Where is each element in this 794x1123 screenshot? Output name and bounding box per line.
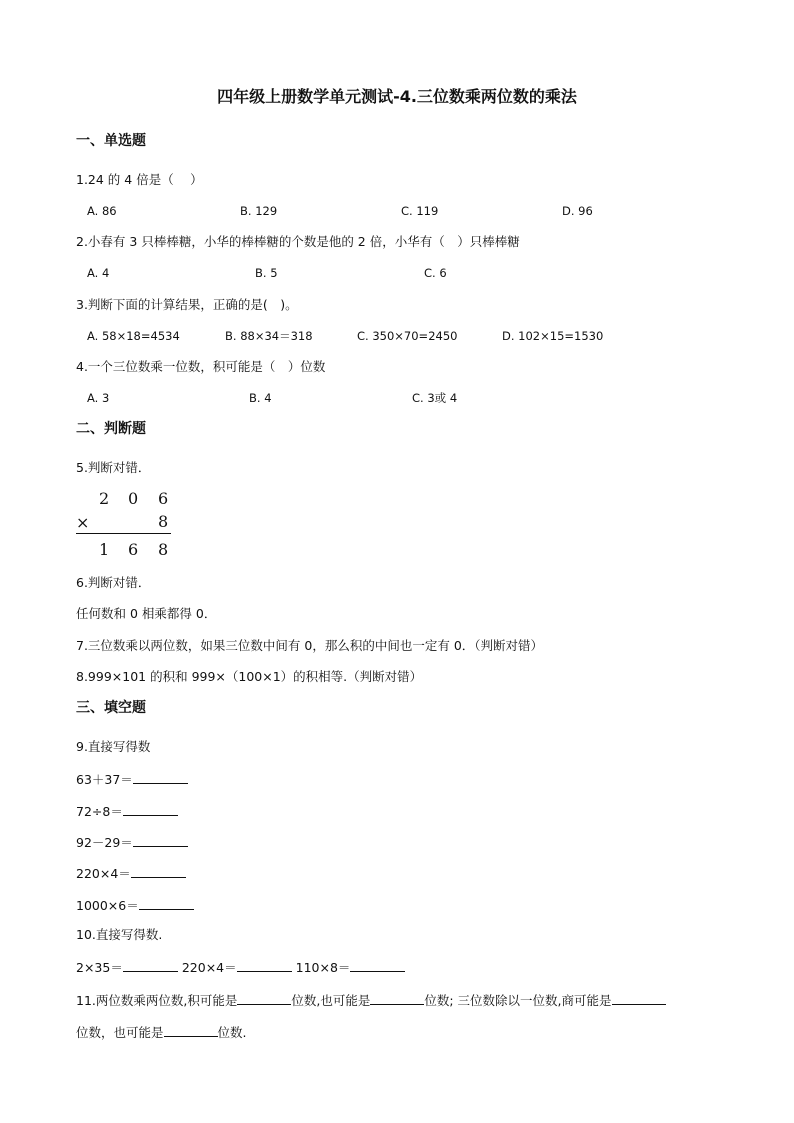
multiplicand-digit: 0 bbox=[128, 489, 139, 508]
q1-option-b[interactable]: B. 129 bbox=[240, 204, 278, 218]
multiplier-digit: 8 bbox=[158, 512, 169, 531]
product-digit: 1 bbox=[99, 540, 110, 559]
q1-option-d[interactable]: D. 96 bbox=[562, 204, 593, 218]
q1-option-a[interactable]: A. 86 bbox=[87, 204, 117, 218]
question-6: 6.判断对错． bbox=[76, 575, 151, 590]
q4-option-b[interactable]: B. 4 bbox=[249, 391, 272, 405]
answer-blank[interactable] bbox=[237, 993, 291, 1005]
q3-option-d[interactable]: D. 102×15=1530 bbox=[502, 329, 604, 343]
question-6-statement: 任何数和 0 相乘都得 0． bbox=[76, 606, 217, 621]
answer-blank[interactable] bbox=[370, 993, 424, 1005]
question-2: 2.小春有 3 只棒棒糖，小华的棒棒糖的个数是他的 2 倍，小华有（ ）只棒棒糖 bbox=[76, 234, 520, 249]
q9-item bbox=[76, 772, 188, 787]
q9-expression: 1000×6＝ bbox=[76, 898, 139, 913]
q9-item bbox=[76, 835, 188, 850]
question-3: 3.判断下面的计算结果，正确的是( )。 bbox=[76, 297, 298, 312]
multiplicand-digit: 6 bbox=[158, 489, 169, 508]
answer-blank[interactable] bbox=[133, 772, 188, 784]
q4-option-c[interactable]: C. 3或 4 bbox=[412, 391, 458, 405]
q2-option-c[interactable]: C. 6 bbox=[424, 266, 447, 280]
vertical-multiplication-line bbox=[76, 533, 171, 534]
answer-blank[interactable] bbox=[237, 960, 292, 972]
answer-blank[interactable] bbox=[350, 960, 405, 972]
q10-items bbox=[76, 960, 405, 975]
section-heading-true-false: 二、判断题 bbox=[76, 421, 146, 437]
q2-option-a[interactable]: A. 4 bbox=[87, 266, 110, 280]
q3-option-b[interactable]: B. 88×34＝318 bbox=[225, 329, 313, 343]
q10-expression: 2×35＝ bbox=[76, 960, 123, 975]
q11-text: 11.两位数乘两位数,积可能是 bbox=[76, 993, 238, 1008]
q11-text: 位数,也可能是 bbox=[291, 993, 371, 1008]
question-7: 7.三位数乘以两位数，如果三位数中间有 0，那么积的中间也一定有 0．（判断对错） bbox=[76, 638, 544, 653]
answer-blank[interactable] bbox=[123, 960, 178, 972]
q11-text: 位数，也可能是 bbox=[76, 1025, 164, 1040]
question-9: 9.直接写得数 bbox=[76, 739, 151, 754]
q2-option-b[interactable]: B. 5 bbox=[255, 266, 278, 280]
q9-expression: 92－29＝ bbox=[76, 835, 133, 850]
q9-item bbox=[76, 866, 186, 881]
question-1: 1.24 的 4 倍是（ ） bbox=[76, 172, 203, 187]
q11-text: 位数; 三位数除以一位数,商可能是 bbox=[424, 993, 612, 1008]
answer-blank[interactable] bbox=[123, 804, 178, 816]
q9-expression: 63＋37＝ bbox=[76, 772, 133, 787]
question-4: 4.一个三位数乘一位数，积可能是（ ）位数 bbox=[76, 359, 326, 374]
multiplicand-digit: 2 bbox=[99, 489, 110, 508]
q3-option-a[interactable]: A. 58×18=4534 bbox=[87, 329, 180, 343]
question-11-line-2 bbox=[76, 1025, 247, 1040]
question-11-line-1 bbox=[76, 993, 666, 1008]
q1-option-c[interactable]: C. 119 bbox=[401, 204, 439, 218]
answer-blank[interactable] bbox=[139, 898, 194, 910]
multiply-operator: × bbox=[76, 513, 90, 532]
question-10: 10.直接写得数. bbox=[76, 927, 163, 942]
product-digit: 6 bbox=[128, 540, 139, 559]
q11-text: 位数. bbox=[217, 1025, 247, 1040]
answer-blank[interactable] bbox=[133, 835, 188, 847]
answer-blank[interactable] bbox=[164, 1025, 218, 1037]
page-title: 四年级上册数学单元测试-4.三位数乘两位数的乘法 bbox=[217, 87, 577, 106]
answer-blank[interactable] bbox=[131, 866, 186, 878]
question-5: 5.判断对错． bbox=[76, 460, 151, 475]
q9-expression: 72÷8＝ bbox=[76, 804, 123, 819]
section-heading-single-choice: 一、单选题 bbox=[76, 133, 146, 149]
question-8: 8.999×101 的积和 999×（100×1）的积相等.（判断对错） bbox=[76, 669, 423, 684]
answer-blank[interactable] bbox=[612, 993, 666, 1005]
q10-expression: 110×8＝ bbox=[295, 960, 351, 975]
q9-item bbox=[76, 804, 178, 819]
q10-expression: 220×4＝ bbox=[181, 960, 237, 975]
q4-option-a[interactable]: A. 3 bbox=[87, 391, 110, 405]
q3-option-c[interactable]: C. 350×70=2450 bbox=[357, 329, 458, 343]
q9-expression: 220×4＝ bbox=[76, 866, 131, 881]
section-heading-fill-blank: 三、填空题 bbox=[76, 700, 146, 716]
q9-item bbox=[76, 898, 194, 913]
product-digit: 8 bbox=[158, 540, 169, 559]
